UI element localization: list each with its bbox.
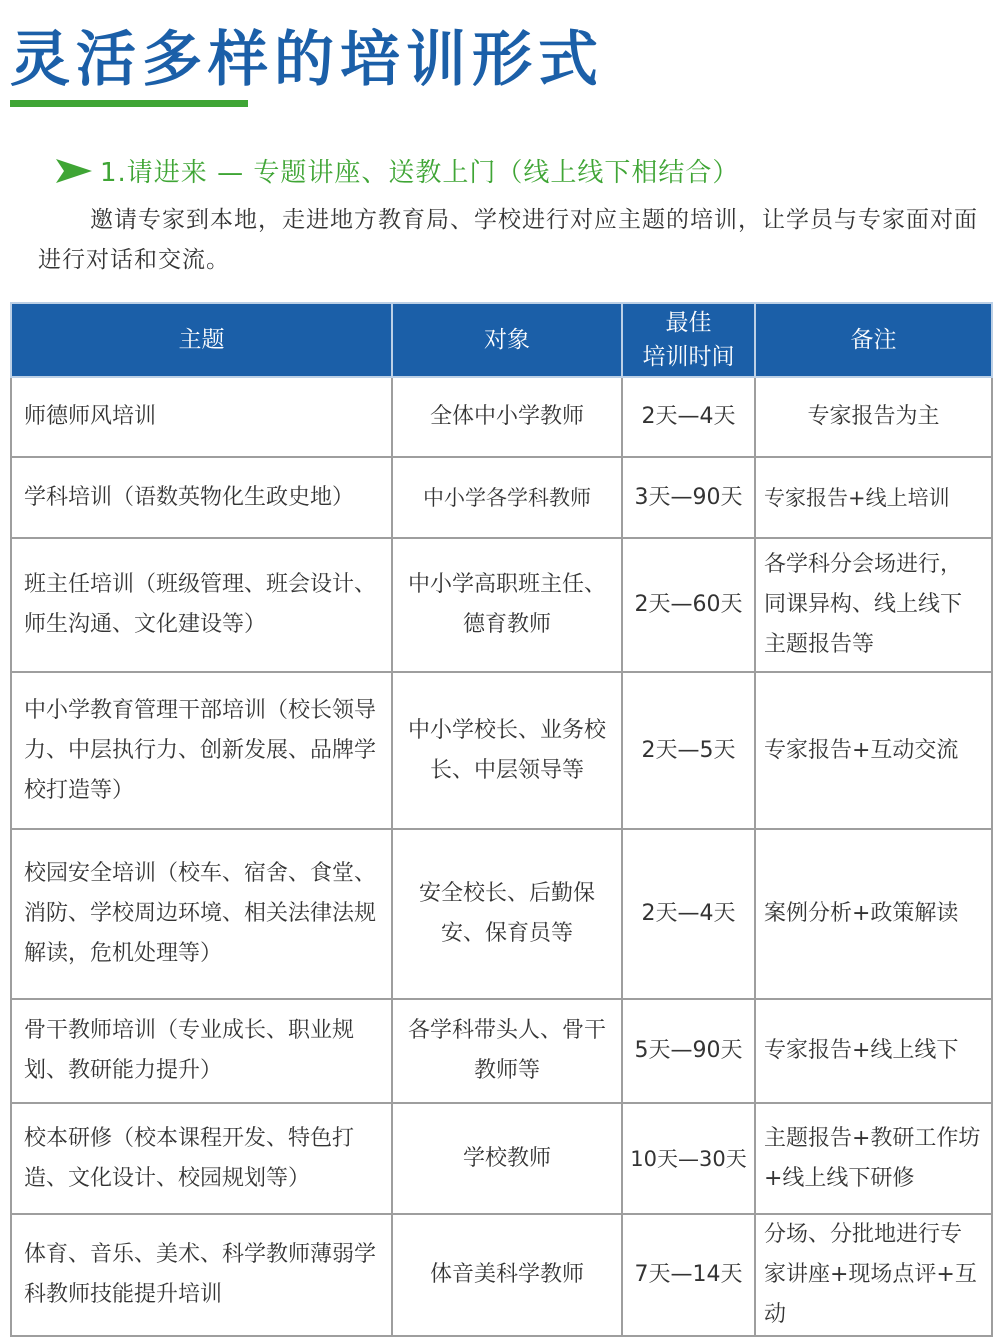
intro-paragraph [38, 200, 990, 280]
cell-note: 各学科分会场进行，同课异构、线上线下主题报告等 [755, 538, 992, 672]
section-heading [56, 152, 739, 189]
table-row [11, 829, 992, 999]
cell-target: 体音美科学教师 [392, 1214, 622, 1336]
cell-topic: 校本研修（校本课程开发、特色打造、文化设计、校园规划等） [11, 1103, 392, 1214]
cell-target: 中小学各学科教师 [392, 457, 622, 538]
cell-note: 主题报告+教研工作坊+线上线下研修 [755, 1103, 992, 1214]
cell-time: 3天—90天 [622, 457, 755, 538]
cell-target: 全体中小学教师 [392, 377, 622, 457]
header-target: 对象 [392, 303, 622, 377]
cell-time: 2天—4天 [622, 377, 755, 457]
cell-time: 2天—5天 [622, 672, 755, 829]
header-time-line1: 最佳 [665, 310, 712, 336]
table-row [11, 538, 992, 672]
cell-topic: 班主任培训（班级管理、班会设计、师生沟通、文化建设等） [11, 538, 392, 672]
cell-note: 专家报告+互动交流 [755, 672, 992, 829]
cell-note: 专家报告为主 [755, 377, 992, 457]
table-row [11, 457, 992, 538]
cell-topic: 体育、音乐、美术、科学教师薄弱学科教师技能提升培训 [11, 1214, 392, 1336]
table-row [11, 377, 992, 457]
header-time [622, 303, 755, 377]
cell-time: 2天—4天 [622, 829, 755, 999]
table-row [11, 1103, 992, 1214]
table-row [11, 1214, 992, 1336]
page-title: 灵活多样的培训形式 [10, 25, 604, 95]
cell-target: 安全校长、后勤保安、保育员等 [392, 829, 622, 999]
header-time-line2: 培训时间 [642, 344, 735, 370]
cell-note: 专家报告+线上线下 [755, 999, 992, 1103]
table-header-row [11, 303, 992, 377]
cell-time: 2天—60天 [622, 538, 755, 672]
cell-topic: 师德师风培训 [11, 377, 392, 457]
header-note: 备注 [755, 303, 992, 377]
cell-time: 7天—14天 [622, 1214, 755, 1336]
training-table [10, 302, 993, 1337]
table-row [11, 999, 992, 1103]
header-topic: 主题 [11, 303, 392, 377]
cell-time: 5天—90天 [622, 999, 755, 1103]
intro-text: 邀请专家到本地，走进地方教育局、学校进行对应主题的培训，让学员与专家面对面进行对话和交流。 [38, 207, 978, 273]
title-underline [10, 100, 248, 107]
section-heading-text: 1.请进来 — 专题讲座、送教上门（线上线下相结合） [100, 158, 740, 188]
table-row [11, 672, 992, 829]
cell-target: 各学科带头人、骨干教师等 [392, 999, 622, 1103]
cell-note: 专家报告+线上培训 [755, 457, 992, 538]
cell-target: 中小学校长、业务校长、中层领导等 [392, 672, 622, 829]
cell-target: 学校教师 [392, 1103, 622, 1214]
cell-note: 分场、分批地进行专家讲座+现场点评+互动 [755, 1214, 992, 1336]
cell-note: 案例分析+政策解读 [755, 829, 992, 999]
cell-topic: 骨干教师培训（专业成长、职业规划、教研能力提升） [11, 999, 392, 1103]
cell-topic: 中小学教育管理干部培训（校长领导力、中层执行力、创新发展、品牌学校打造等） [11, 672, 392, 829]
cell-topic: 校园安全培训（校车、宿舍、食堂、消防、学校周边环境、相关法律法规解读，危机处理等） [11, 829, 392, 999]
cell-time: 10天—30天 [622, 1103, 755, 1214]
cell-topic: 学科培训（语数英物化生政史地） [11, 457, 392, 538]
arrow-right-icon [56, 158, 92, 184]
cell-target: 中小学高职班主任、德育教师 [392, 538, 622, 672]
